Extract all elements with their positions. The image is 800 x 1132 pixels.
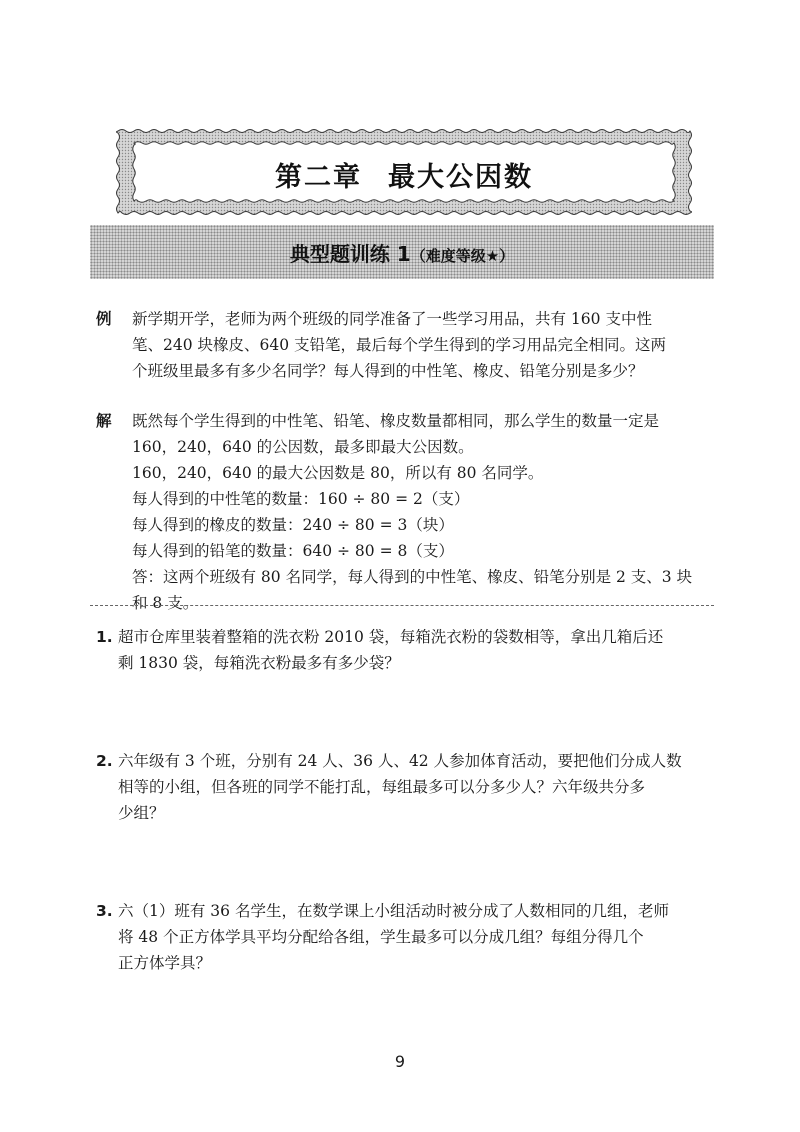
difficulty-level: （难度等级★） (410, 247, 515, 265)
training-heading-bar (90, 225, 714, 279)
problem-number: 1. (96, 628, 113, 646)
solution-line: 和 8 支。 (132, 594, 199, 612)
example-section (96, 306, 716, 384)
example-line: 新学期开学，老师为两个班级的同学准备了一些学习用品，共有 160 支中性 (132, 310, 652, 328)
solution-line: 每人得到的橡皮的数量：240 ÷ 80 = 3（块） (132, 516, 454, 534)
problem-3 (96, 898, 716, 976)
example-line: 笔、240 块橡皮、640 支铅笔，最后每个学生得到的学习用品完全相同。这两 (132, 336, 667, 354)
example-text (132, 306, 716, 384)
problem-1 (96, 624, 716, 676)
problem-text (118, 624, 716, 676)
chapter-title (112, 155, 696, 194)
solution-line: 每人得到的中性笔的数量：160 ÷ 80 = 2（支） (132, 490, 470, 508)
solution-line: 160，240，640 的公因数，最多即最大公因数。 (132, 438, 474, 456)
problem-line: 超市仓库里装着整箱的洗衣粉 2010 袋，每箱洗衣粉的袋数相等，拿出几箱后还 (118, 628, 664, 646)
chapter-banner (112, 125, 696, 219)
problem-number: 2. (96, 752, 113, 770)
training-title-text: 典型题训练 1 (289, 242, 411, 266)
problem-line: 六年级有 3 个班，分别有 24 人、36 人、42 人参加体育活动，要把他们分成人数 (118, 752, 682, 770)
solution-section (96, 408, 716, 616)
solution-line: 160，240，640 的最大公因数是 80，所以有 80 名同学。 (132, 464, 544, 482)
problem-line: 六（1）班有 36 名学生，在数学课上小组活动时被分成了人数相同的几组，老师 (118, 902, 669, 920)
solution-text (132, 408, 716, 616)
problem-line: 少组？ (118, 804, 165, 822)
chapter-number: 第二章 (275, 162, 362, 193)
training-title (90, 238, 714, 267)
problem-line: 正方体学具？ (118, 954, 212, 972)
problem-text (118, 748, 716, 826)
solution-line: 答：这两个班级有 80 名同学，每人得到的中性笔、橡皮、铅笔分别是 2 支、3 块 (132, 568, 693, 586)
problem-line: 将 48 个正方体学具平均分配给各组，学生最多可以分成几组？每组分得几个 (118, 928, 644, 946)
problem-number: 3. (96, 902, 113, 920)
example-line: 个班级里最多有多少名同学？每人得到的中性笔、橡皮、铅笔分别是多少？ (132, 362, 644, 380)
section-divider (90, 605, 714, 606)
example-label: 例 (96, 310, 112, 328)
solution-line: 每人得到的铅笔的数量：640 ÷ 80 = 8（支） (132, 542, 454, 560)
problem-2 (96, 748, 716, 826)
chapter-name: 最大公因数 (388, 162, 533, 193)
problem-text (118, 898, 716, 976)
solution-label: 解 (96, 412, 112, 430)
page-number: 9 (394, 1052, 406, 1071)
solution-line: 既然每个学生得到的中性笔、铅笔、橡皮数量都相同，那么学生的数量一定是 (132, 412, 660, 430)
problem-line: 剩 1830 袋，每箱洗衣粉最多有多少袋？ (118, 654, 400, 672)
problem-line: 相等的小组，但各班的同学不能打乱，每组最多可以分多少人？六年级共分多 (118, 778, 646, 796)
